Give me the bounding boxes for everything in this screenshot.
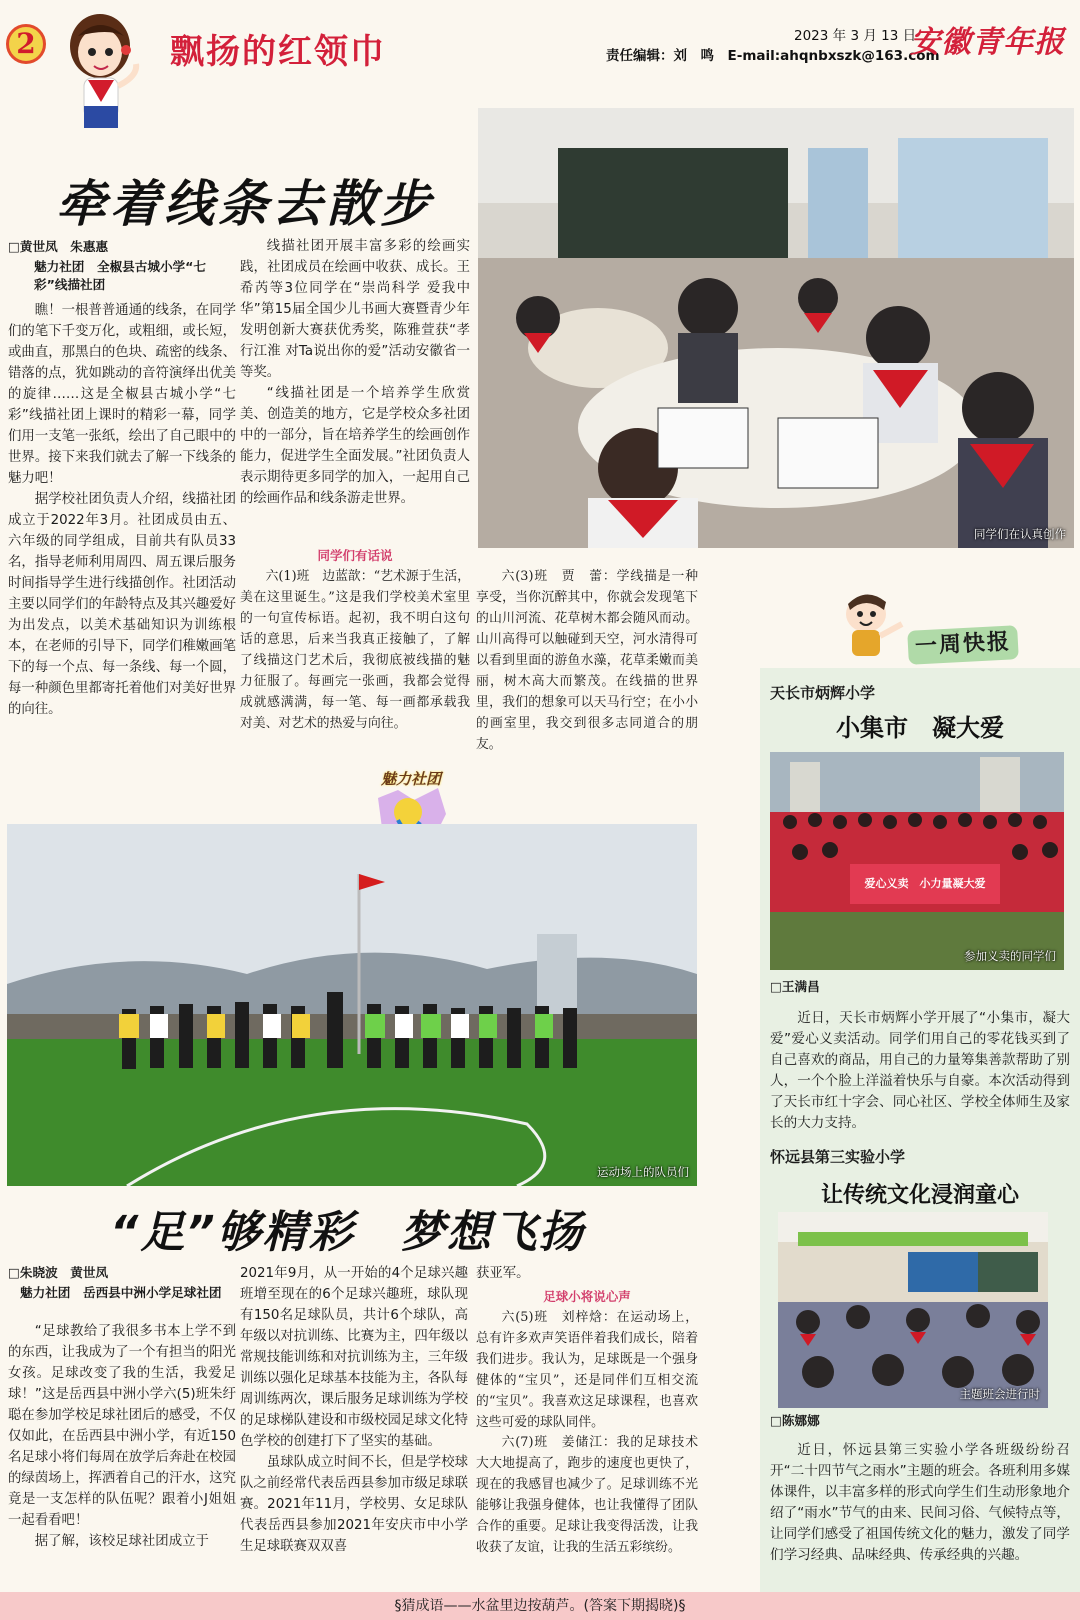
sidebar-header-banner	[907, 625, 1019, 665]
article2-column2	[240, 1263, 468, 1557]
article1-byline-authors: □黄世凤 朱惠惠	[8, 239, 109, 254]
sidebar-item2-title: 让传统文化浸润童心	[820, 1183, 1019, 1208]
footer-bar	[0, 1592, 1080, 1620]
article2-col3-start: 获亚军。	[476, 1266, 530, 1281]
article1-col2-para: “线描社团是一个培养学生欣赏美、创造美的地方，它是学校众多社团中的一部分，旨在培养学生的绘画创作能力，促进学生全面发展。”社团负责人表示期待更多同学的加入，一起用自己的绘画作品和线条游走世界。	[240, 386, 470, 506]
article2-byline-authors: □朱晓波 黄世凤	[8, 1265, 109, 1280]
section-title: 飘扬的红领巾	[170, 32, 386, 72]
article1-title: 牵着线条去散步	[56, 175, 434, 233]
article1-photo-caption: 同学们在认真创作	[974, 527, 1066, 541]
article2-col2-para: 2021年9月，从一开始的4个足球兴趣班增至现在的6个足球兴趣班，球队现有150名足球队员，共计6个球队，高年级以对抗训练、比赛为主，四年级以常规技能训练和对抗训练为主，三年级训练以强化足球基本技能为主，各队每周训练两次，课后服务足球训练为学校的足球梯队建设和市级校园足球文化特色学校的创建打下了坚实的基础。	[240, 1266, 468, 1449]
article2-quote2: 六(7)班 姜储江：我的足球技术大大地提高了，跑步的速度也更快了，现在的我感冒也减少了。足球训练不光能够让我强身健体，也让我懂得了团队合作的重要。足球让我变得活泼，让我收获了友谊，让我的生活五彩缤纷。	[476, 1435, 698, 1555]
sidebar-item1-body: 近日，天长市炳辉小学开展了“小集市，凝大爱”爱心义卖活动。同学们用自己的零花钱买到了自己喜欢的商品，用自己的力量筹集善款帮助了别人，一个个脸上洋溢着快乐与自豪。本次活动得到了天长市红十字会、同心社区、学校全体师生及家长的大力支持。	[770, 1010, 1070, 1131]
issue-date: 2023 年 3 月 13 日	[794, 28, 917, 44]
article1-drawing-class-photo	[478, 108, 1074, 548]
article2-byline-club: 魅力社团 岳西县中洲小学足球社团	[20, 1285, 222, 1300]
charm-club-logo-text: 魅力社团	[380, 770, 441, 788]
article1-column2	[240, 236, 470, 509]
page-number-badge	[6, 24, 46, 64]
cartoon-girl-mascot	[58, 6, 148, 134]
article2-subheading: 足球小将说心声	[543, 1289, 631, 1304]
article1-col1-para: 瞧！一根普普通通的线条，在同学们的笔下千变万化，或粗细，或长短，或曲直，那黑白的色块、疏密的线条、错落的点，犹如跳动的音符演绎出优美的旋律……这是全椒县古城小学“七彩”线描社团上课时的精彩一幕，同学们用一支笔一张纸，绘出了自己眼中的世界。接下来我们就去了解一下线条的魅力吧！	[8, 303, 236, 486]
article1-quote2: 六(3)班 贾 蕾：学线描是一种享受，当你沉醉其中，你就会发现笔下的山川河流、花草树木都会随风而动。山川高得可以触碰到天空，河水清得可以看到里面的游鱼水藻，花草柔嫩而美丽，树木高大而繁茂。在线描的世界里，我们的想象可以天马行空；在小小的画室里，我交到很多志同道合的朋友。	[476, 569, 698, 752]
sidebar-item2-byline: □陈娜娜	[770, 1413, 820, 1428]
sidebar-item2-school: 怀远县第三实验小学	[770, 1148, 906, 1166]
article1-subheading: 同学们有话说	[317, 548, 393, 563]
sidebar-item1-photo-caption: 参加义卖的同学们	[964, 949, 1056, 963]
article1-quote1: 六(1)班 边蓝歆：“艺术源于生活，美在这里诞生。”这是我们学校美术室里的一句宣传标语。起初，我不明白这句话的意思，后来当我真正接触了，了解了线描这门艺术后，我彻底被线描的魅力征服了。每画完一张画，我都会觉得成就感满满，每一笔、每一画都承载我对美、对艺术的热爱与向往。	[240, 569, 470, 731]
article1-col1-para: 据学校社团负责人介绍，线描社团成立于2022年3月。社团成员由五、六年级的同学组成，目前共有队员33名，指导老师利用周四、周五课后服务时间指导学生进行线描创作。社团活动主要以同学们的年龄特点及其兴趣爱好为出发点，以美术基础知识为训练根本，在老师的引导下，同学们稚嫩画笔下的每一个点、每一条线、每一个圆，每一种颜色里都寄托着他们对美好世界的向往。	[8, 492, 236, 717]
article1-byline-club: 魅力社团 全椒县古城小学“七彩”线描社团	[34, 259, 206, 292]
sidebar-item1-title: 小集市 凝大爱	[836, 714, 1004, 742]
article2-col1-para: “足球教给了我很多书本上学不到的东西，让我成为了一个有担当的阳光女孩。足球改变了我的生活，我爱足球！”这是岳西县中洲小学六(5)班朱纡聪在参加学校足球社团后的感受，不仅仅如此，在岳西县中洲小学，有近150名足球小将们每周在放学后奔赴在校园的绿茵场上，挥洒着自己的汗水，这究竟是一支怎样的队伍呢？跟着小J姐姐一起看看吧！	[8, 1324, 236, 1528]
charity-banner-text: 爱心义卖 小力量凝大爱	[864, 877, 986, 890]
sidebar-charity-sale-photo	[770, 752, 1064, 970]
sidebar-item1-school: 天长市炳辉小学	[770, 684, 876, 702]
sidebar-item2-body: 近日，怀远县第三实验小学各班级纷纷召开“二十四节气之雨水”主题的班会。各班利用多媒体课件，以丰富多样的形式向学生们生动形象地介绍了“雨水”节气的由来、民间习俗、气候特点等，让同学们感受了祖国传统文化的魅力，激发了同学们学习经典、品味经典、传承经典的兴趣。	[770, 1442, 1070, 1563]
footer-riddle: §猜成语——水盆里边按葫芦。(答案下期揭晓)§	[394, 1598, 686, 1614]
article1-column1	[8, 300, 236, 720]
sidebar-class-meeting-photo	[778, 1212, 1048, 1408]
sidebar-item1-byline: □王满昌	[770, 979, 820, 994]
paper-name: 安徽青年报	[910, 25, 1065, 60]
sidebar-header: 一周快报	[914, 629, 1012, 660]
article2-title: “足”够精彩 梦想飞扬	[110, 1207, 585, 1258]
sidebar-item2-photo-caption: 主题班会进行时	[959, 1387, 1040, 1401]
article2-col1-para: 据了解，该校足球社团成立于	[34, 1534, 209, 1549]
article2-quote1: 六(5)班 刘梓焓：在运动场上，总有许多欢声笑语伴着我们成长，陪着我们进步。我认为，足球既是一个强身健体的“宝贝”，还是同伴们互相交流的“宝贝”。我喜欢这足球课程，也喜欢这些可爱的球队同伴。	[476, 1310, 698, 1430]
editor-email-line: 责任编辑：刘 鸣 E-mail:ahqnbxszk@163.com	[606, 48, 940, 64]
article1-col2-para: 线描社团开展丰富多彩的绘画实践，社团成员在绘画中收获、成长。王希芮等3位同学在“崇尚科学 爱我中华”第15届全国少儿书画大赛暨青少年发明创新大赛获优秀奖，陈雅萱获“孝行江淮 对Ta说出你的爱”活动安徽省一等奖。	[240, 239, 470, 380]
article2-column1	[8, 1321, 236, 1552]
sidebar-mascot	[826, 590, 914, 660]
article2-photo-caption: 运动场上的队员们	[597, 1165, 689, 1179]
page-number: 2	[16, 27, 36, 60]
article2-col2-para: 虽球队成立时间不长，但是学校球队之前经常代表岳西县参加市级足球联赛。2021年11月，学校男、女足球队代表岳西县参加2021年安庆市中小学生足球联赛双双喜	[240, 1455, 468, 1554]
article2-football-team-photo	[7, 824, 697, 1186]
